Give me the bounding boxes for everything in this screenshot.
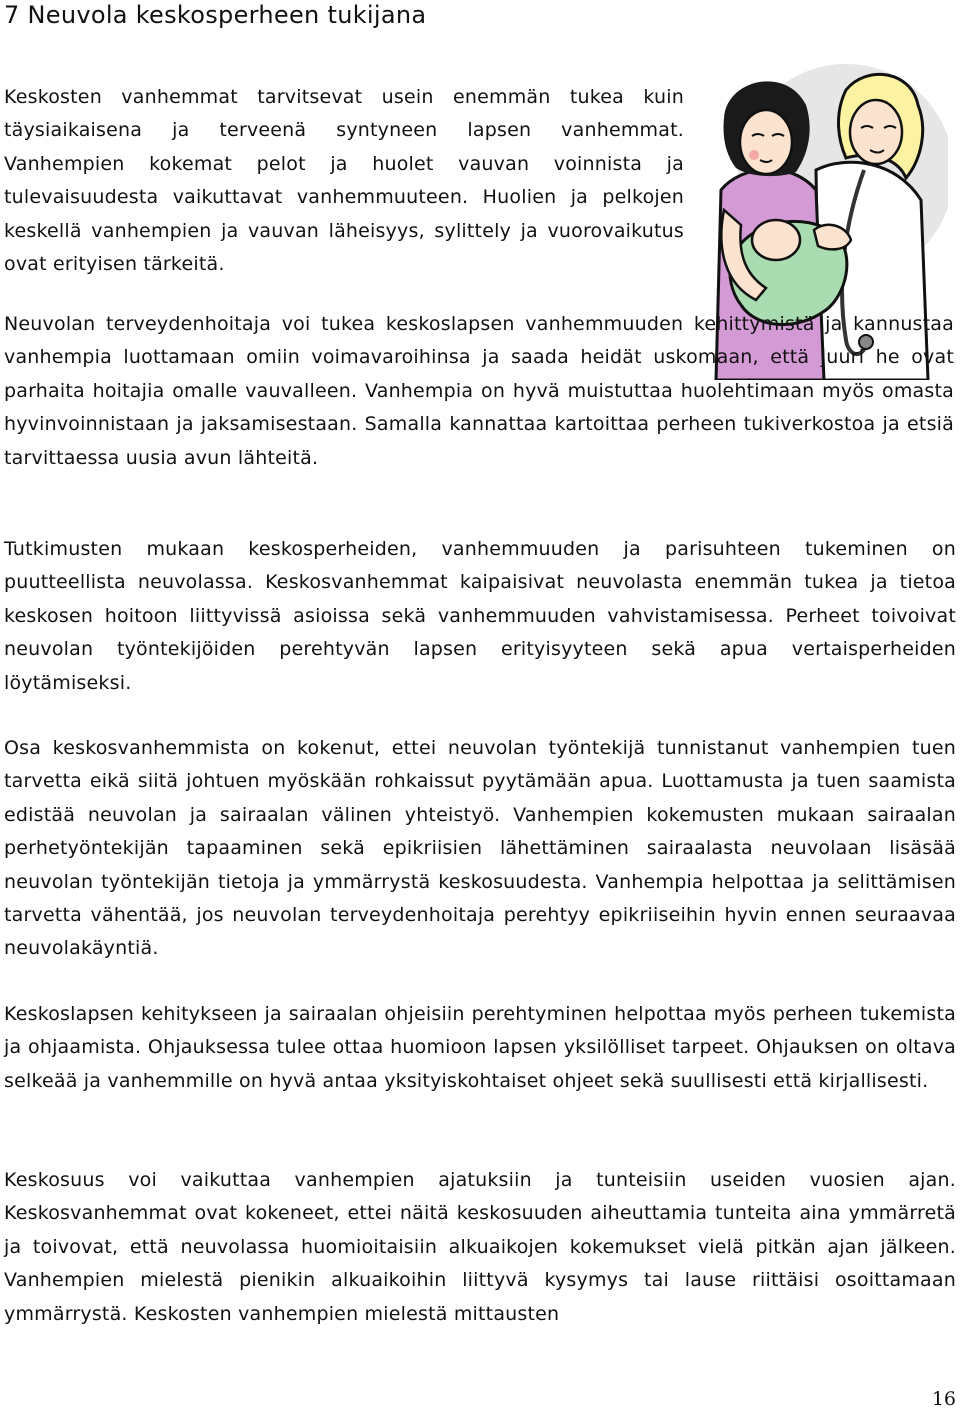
mother-face [740,110,792,174]
paragraph-cooperation: Osa keskosvanhemmista on kokenut, ettei neuvolan työntekijä tunnistanut vanhempien tuen tarvetta eikä siitä johtuen myöskään rohkaissut pyytämään apua. Luottamusta ja tuen saamista edistää neuvolan ja sairaalan välinen yhteistyö. Vanhempien kokemusten mukaan sairaalan perhetyöntekijän tapaaminen sekä epikriisien lähettäminen sairaalasta neuvolaan lisäsää neuvolan työntekijän tietoja ja ymmärrystä keskosuudesta. Vanhempia helpottaa ja selittämisen tarvetta vähentää, jos neuvolan terveydenhoitaja perehtyy epikriiseihin hyvin ennen seuraavaa neuvolakäyntiä. [4,737,956,960]
paragraph-research: Tutkimusten mukaan keskosperheiden, vanhemmuuden ja parisuhteen tukeminen on puutteellista neuvolassa. Keskosvanhemmat kaipaisivat neuvolasta enemmän tukea ja tietoa keskosen hoitoon liittyvissä asioissa sekä vanhemmuuden vahvistamisessa. Perheet toivoivat neuvolan työntekijöiden perehtyvän lapsen erityisyyteen sekä apua vertaisperheiden löytämiseksi. [4,538,956,694]
paragraph-intro: Keskosten vanhemmat tarvitsevat usein enemmän tukea kuin täysiaikaisena ja terveenä syntyneen lapsen vanhemmat. Vanhempien kokemat pelot ja huolet vauvan voinnista ja tulevaisuudesta vaikuttavat vanhemmuuteen. Huolien ja pelkojen keskellä vanhempien ja vauvan läheisyys, sylittely ja vuorovaikutus ovat erityisen tärkeitä. [4,86,684,276]
paragraph-nurse-support: Neuvolan terveydenhoitaja voi tukea keskoslapsen vanhemmuuden kehittymistä ja kannustaa vanhempia luottamaan omiin voimavaroihinsa ja saada heidät uskomaan, että juuri he ovat parhaita hoitajia omalle vauvalleen. Vanhempia on hyvä muistuttaa huolehtimaan myös omasta hyvinvoinnistaan ja jaksamisestaan. Samalla kannattaa kartoittaa perheen tukiverkostoa ja etsiä tarvittaessa uusia avun lähteitä. [4,313,954,469]
paragraph-guidance: Keskoslapsen kehitykseen ja sairaalan ohjeisiin perehtyminen helpottaa myös perheen tukemista ja ohjaamista. Ohjauksessa tulee ottaa huomioon lapsen yksilölliset tarpeet. Ohjauksen on oltava selkeää ja vanhemmille on hyvä antaa yksityiskohtaiset ohjeet sekä suullisesti että kirjallisesti. [4,1003,956,1092]
nurse-face [850,100,902,164]
baby-head [752,220,800,260]
paragraph-long-term: Keskosuus voi vaikuttaa vanhempien ajatuksiin ja tunteisiin useiden vuosien ajan. Keskosvanhemmat ovat kokeneet, ettei näitä keskosuuden aiheuttamia tunteita aina ymmärretä ja toivovat, että neuvolassa huomioitaisiin alkuaikojen kokemukset vielä pitkän ajan jälkeen. Vanhempien mielestä pienikin alkuaikoihin liittyvä kysymys tai lause riittäisi osoittamaan ymmärrystä. Keskosten vanhempien mielestä mittausten [4,1169,956,1325]
page-number: 16 [931,1388,956,1410]
page-title: 7 Neuvola keskosperheen tukijana [4,1,427,29]
